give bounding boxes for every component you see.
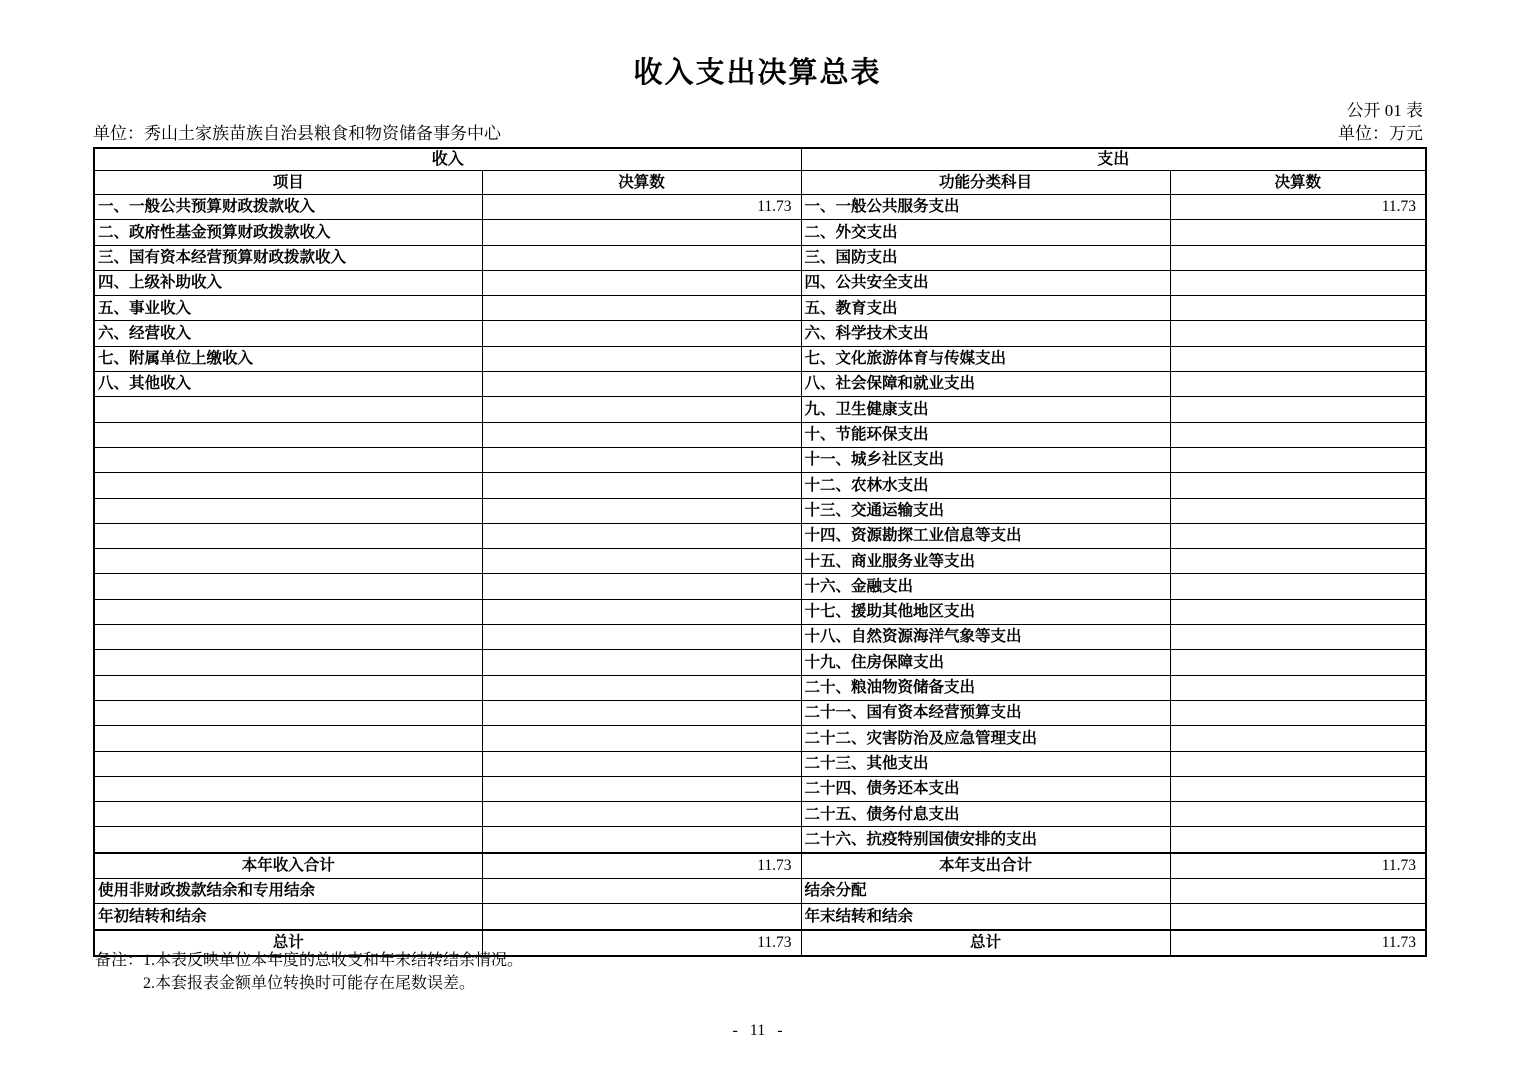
- income-value-cell: [482, 700, 801, 725]
- expense-value-cell: 11.73: [1170, 853, 1426, 879]
- income-item-cell: 七、附属单位上缴收入: [94, 346, 482, 371]
- expense-item-cell: 二十四、债务还本支出: [801, 776, 1170, 801]
- income-value-cell: [482, 346, 801, 371]
- expense-value-cell: 11.73: [1170, 195, 1426, 220]
- footnote-line-2: 2.本套报表金额单位转换时可能存在尾数误差。: [143, 975, 476, 992]
- page-number: - 11 -: [732, 1022, 783, 1039]
- table-row: [94, 700, 1426, 725]
- income-value-cell: [482, 802, 801, 827]
- income-value-cell: [482, 599, 801, 624]
- table-row: [94, 422, 1426, 447]
- income-value-cell: [482, 422, 801, 447]
- income-value-cell: [482, 245, 801, 270]
- income-value-cell: [482, 372, 801, 397]
- expense-item-cell: 五、教育支出: [801, 296, 1170, 321]
- expense-value-cell: [1170, 321, 1426, 346]
- expense-value-cell: [1170, 574, 1426, 599]
- income-item-cell: [94, 422, 482, 447]
- income-item-cell: [94, 700, 482, 725]
- column-header-row: [94, 171, 1426, 195]
- expense-item-cell: 十一、城乡社区支出: [801, 447, 1170, 472]
- table-row: [94, 675, 1426, 700]
- expense-item-cell: 本年支出合计: [801, 853, 1170, 879]
- table-row: [94, 827, 1426, 853]
- summary-row: [94, 853, 1426, 879]
- income-item-cell: [94, 473, 482, 498]
- expense-item-cell: 八、社会保障和就业支出: [801, 372, 1170, 397]
- expense-value-cell: [1170, 523, 1426, 548]
- income-item-cell: [94, 827, 482, 853]
- income-value-cell: [482, 296, 801, 321]
- income-value-cell: [482, 220, 801, 245]
- income-value-cell: [482, 397, 801, 422]
- income-item-cell: [94, 447, 482, 472]
- income-value-cell: [482, 523, 801, 548]
- expense-item-cell: 二十一、国有资本经营预算支出: [801, 700, 1170, 725]
- income-value-cell: [482, 625, 801, 650]
- table-row: [94, 904, 1426, 930]
- expense-value-cell: [1170, 879, 1426, 904]
- org-unit-label: 单位：秀山土家族苗族自治县粮食和物资储备事务中心: [93, 124, 501, 143]
- income-amount-column-header: 决算数: [482, 171, 801, 195]
- expense-value-cell: [1170, 397, 1426, 422]
- table-row: [94, 776, 1426, 801]
- income-item-cell: 八、其他收入: [94, 372, 482, 397]
- table-row: [94, 802, 1426, 827]
- income-item-cell: [94, 599, 482, 624]
- income-item-cell: [94, 625, 482, 650]
- income-value-cell: [482, 650, 801, 675]
- expense-item-cell: 十四、资源勘探工业信息等支出: [801, 523, 1170, 548]
- expense-item-cell: 六、科学技术支出: [801, 321, 1170, 346]
- expense-value-cell: [1170, 625, 1426, 650]
- income-item-cell: 年初结转和结余: [94, 904, 482, 930]
- footnote-label: 备注：: [95, 952, 144, 969]
- table-body: [94, 195, 1426, 956]
- table-row: [94, 321, 1426, 346]
- table-row: [94, 372, 1426, 397]
- income-item-cell: 一、一般公共预算财政拨款收入: [94, 195, 482, 220]
- expense-value-cell: 11.73: [1170, 930, 1426, 956]
- expense-value-cell: [1170, 726, 1426, 751]
- expense-item-cell: 十七、援助其他地区支出: [801, 599, 1170, 624]
- income-item-cell: [94, 523, 482, 548]
- income-item-cell: [94, 675, 482, 700]
- income-value-cell: [482, 751, 801, 776]
- expense-value-cell: [1170, 245, 1426, 270]
- income-value-cell: [482, 270, 801, 295]
- expense-value-cell: [1170, 372, 1426, 397]
- table-row: [94, 346, 1426, 371]
- expense-item-column-header: 功能分类科目: [801, 171, 1170, 195]
- expense-item-cell: 十八、自然资源海洋气象等支出: [801, 625, 1170, 650]
- expense-value-cell: [1170, 346, 1426, 371]
- expense-item-cell: 结余分配: [801, 879, 1170, 904]
- income-item-cell: [94, 549, 482, 574]
- income-item-cell: 使用非财政拨款结余和专用结余: [94, 879, 482, 904]
- section-header-row: [94, 148, 1426, 171]
- currency-unit-label: 单位：万元: [1338, 124, 1423, 143]
- income-item-cell: 本年收入合计: [94, 853, 482, 879]
- table-row: [94, 549, 1426, 574]
- expense-value-cell: [1170, 650, 1426, 675]
- expense-item-cell: 一、一般公共服务支出: [801, 195, 1170, 220]
- table-row: [94, 751, 1426, 776]
- income-value-cell: [482, 879, 801, 904]
- expense-value-cell: [1170, 447, 1426, 472]
- income-item-cell: [94, 397, 482, 422]
- expense-item-cell: 四、公共安全支出: [801, 270, 1170, 295]
- income-value-cell: 11.73: [482, 853, 801, 879]
- table-row: [94, 195, 1426, 220]
- income-value-cell: 11.73: [482, 195, 801, 220]
- income-value-cell: 11.73: [482, 930, 801, 956]
- expense-item-cell: 九、卫生健康支出: [801, 397, 1170, 422]
- expense-item-cell: 二十六、抗疫特别国债安排的支出: [801, 827, 1170, 853]
- expense-value-cell: [1170, 776, 1426, 801]
- income-value-cell: [482, 574, 801, 599]
- expense-item-cell: 二、外交支出: [801, 220, 1170, 245]
- expense-value-cell: [1170, 498, 1426, 523]
- expense-item-cell: 二十、粮油物资储备支出: [801, 675, 1170, 700]
- page-title: 收入支出决算总表: [633, 57, 882, 89]
- expense-item-cell: 十六、金融支出: [801, 574, 1170, 599]
- table-head: [94, 148, 1426, 195]
- table-row: [94, 296, 1426, 321]
- expense-item-cell: 十、节能环保支出: [801, 422, 1170, 447]
- table-row: [94, 447, 1426, 472]
- table-row: [94, 498, 1426, 523]
- expense-value-cell: [1170, 675, 1426, 700]
- expense-value-cell: [1170, 549, 1426, 574]
- income-value-cell: [482, 498, 801, 523]
- expense-value-cell: [1170, 473, 1426, 498]
- expense-section-header: 支出: [801, 148, 1426, 171]
- table-row: [94, 574, 1426, 599]
- table-row: [94, 473, 1426, 498]
- expense-value-cell: [1170, 802, 1426, 827]
- income-section-header: 收入: [94, 148, 801, 171]
- table-code-label: 公开 01 表: [1346, 101, 1423, 120]
- income-value-cell: [482, 447, 801, 472]
- table-row: [94, 599, 1426, 624]
- income-item-cell: 四、上级补助收入: [94, 270, 482, 295]
- income-item-cell: [94, 574, 482, 599]
- expense-item-cell: 二十五、债务付息支出: [801, 802, 1170, 827]
- expense-item-cell: 十五、商业服务业等支出: [801, 549, 1170, 574]
- expense-value-cell: [1170, 296, 1426, 321]
- table-row: [94, 397, 1426, 422]
- income-value-cell: [482, 473, 801, 498]
- income-item-cell: [94, 498, 482, 523]
- expense-item-cell: 二十二、灾害防治及应急管理支出: [801, 726, 1170, 751]
- income-value-cell: [482, 904, 801, 930]
- expense-value-cell: [1170, 422, 1426, 447]
- expense-amount-column-header: 决算数: [1170, 171, 1426, 195]
- footnote-line-1: 1.本表反映单位本年度的总收支和年末结转结余情况。: [143, 952, 524, 969]
- income-item-column-header: 项目: [94, 171, 482, 195]
- expense-item-cell: 七、文化旅游体育与传媒支出: [801, 346, 1170, 371]
- table-row: [94, 726, 1426, 751]
- expense-value-cell: [1170, 700, 1426, 725]
- income-item-cell: [94, 751, 482, 776]
- expense-value-cell: [1170, 904, 1426, 930]
- table-row: [94, 523, 1426, 548]
- expense-value-cell: [1170, 827, 1426, 853]
- income-value-cell: [482, 675, 801, 700]
- expense-item-cell: 总计: [801, 930, 1170, 956]
- income-value-cell: [482, 827, 801, 853]
- income-item-cell: 三、国有资本经营预算财政拨款收入: [94, 245, 482, 270]
- table-row: [94, 650, 1426, 675]
- expense-item-cell: 二十三、其他支出: [801, 751, 1170, 776]
- income-value-cell: [482, 776, 801, 801]
- income-value-cell: [482, 726, 801, 751]
- expense-value-cell: [1170, 220, 1426, 245]
- income-item-cell: 六、经营收入: [94, 321, 482, 346]
- expense-item-cell: 十九、住房保障支出: [801, 650, 1170, 675]
- budget-summary-table: [93, 147, 1427, 957]
- expense-value-cell: [1170, 599, 1426, 624]
- footnotes: [95, 949, 523, 995]
- expense-item-cell: 十三、交通运输支出: [801, 498, 1170, 523]
- expense-item-cell: 年末结转和结余: [801, 904, 1170, 930]
- table-row: [94, 625, 1426, 650]
- table-row: [94, 879, 1426, 904]
- income-value-cell: [482, 549, 801, 574]
- expense-item-cell: 十二、农林水支出: [801, 473, 1170, 498]
- table-row: [94, 270, 1426, 295]
- expense-value-cell: [1170, 270, 1426, 295]
- table-row: [94, 245, 1426, 270]
- expense-item-cell: 三、国防支出: [801, 245, 1170, 270]
- expense-value-cell: [1170, 751, 1426, 776]
- income-item-cell: 二、政府性基金预算财政拨款收入: [94, 220, 482, 245]
- income-value-cell: [482, 321, 801, 346]
- income-item-cell: [94, 650, 482, 675]
- income-item-cell: [94, 802, 482, 827]
- income-item-cell: 总计: [94, 930, 482, 956]
- income-item-cell: 五、事业收入: [94, 296, 482, 321]
- income-item-cell: [94, 726, 482, 751]
- table-row: [94, 220, 1426, 245]
- income-item-cell: [94, 776, 482, 801]
